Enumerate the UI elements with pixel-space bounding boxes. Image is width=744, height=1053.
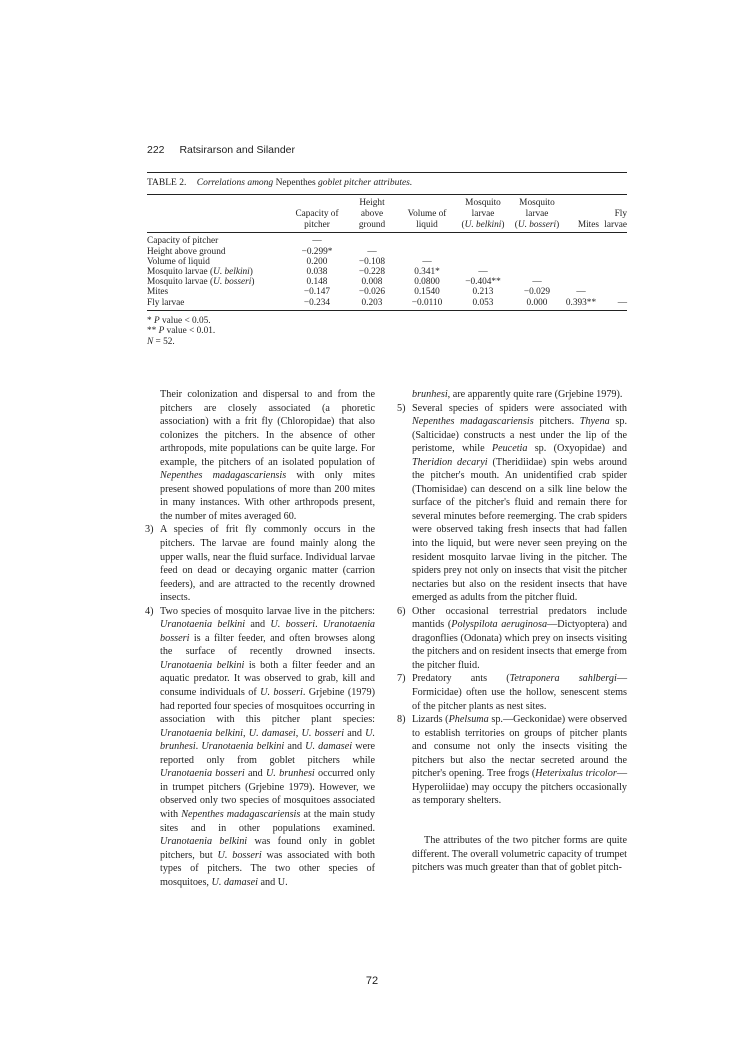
- table-cell: −0.026: [358, 287, 386, 298]
- column-header: [455, 195, 511, 233]
- table-cell: 0.008: [361, 277, 383, 288]
- table-cell: [599, 257, 627, 267]
- table-title-pre: Correlations among: [196, 178, 276, 188]
- table-note: ** P value < 0.01.: [147, 326, 216, 337]
- header-authors: Ratsirarson and Silander: [179, 144, 296, 156]
- row-label: Mosquito larvae (U. belkini): [147, 267, 253, 277]
- numbered-item: [397, 713, 627, 808]
- column-header-line: liquid: [416, 219, 438, 230]
- table-cell: −0.404**: [465, 277, 501, 288]
- table-cell: [599, 233, 627, 247]
- column-header: [563, 195, 599, 233]
- table-cell: 0.000: [526, 297, 548, 308]
- paragraph: Their colonization and dispersal to and from the pitchers are closely associated (a phoretic association) with a frit fly (Chloropidae) that also colonizes the pitchers. In the absence of other arthropods, mite populations can be quite large. For example, the pitchers of an isolated population of Nepenthes madagascariensis with only mites present showed populations of more than 200 mites in many instances. With other arthropods present, the number of mites averaged 60.: [160, 389, 375, 522]
- correlation-table-block: [147, 172, 627, 347]
- table-cell: —: [367, 246, 377, 257]
- table-title: [197, 178, 413, 188]
- table-row: [147, 257, 627, 267]
- table-cell: 0.393**: [565, 297, 597, 308]
- table-cell: [511, 267, 563, 277]
- row-label: Mosquito larvae (U. bosseri): [147, 277, 255, 288]
- table-title-post: goblet pitcher attributes.: [315, 178, 413, 188]
- correlation-table: [147, 195, 627, 311]
- item-number: 7): [397, 673, 406, 685]
- table-header-row: [147, 195, 627, 233]
- numbered-item: [397, 402, 628, 605]
- folio: 72: [365, 975, 379, 987]
- item-number: 6): [397, 605, 406, 617]
- right-column: [397, 388, 628, 875]
- column-header: [289, 195, 345, 233]
- column-header-line: (U. belkini): [461, 219, 505, 230]
- numbered-item: [145, 523, 375, 604]
- column-header-line: Volume of: [407, 208, 447, 219]
- table-cell: [399, 233, 455, 247]
- table-cell: 0.148: [306, 277, 328, 288]
- numbered-item: [397, 672, 627, 713]
- row-label: Fly larvae: [147, 297, 185, 308]
- column-header-line: [289, 198, 345, 209]
- column-header-line: pitcher: [304, 219, 330, 230]
- table-cell: 0.038: [306, 267, 328, 277]
- column-header-line: [599, 198, 627, 209]
- row-label: Height above ground: [147, 246, 226, 257]
- table-label: TABLE 2.: [147, 178, 187, 188]
- item-number: 4): [145, 605, 154, 617]
- column-header: [511, 195, 563, 233]
- item-text: Lizards (Phelsuma sp.—Geckonidae) were observed to establish territories on groups of pitcher plants and consume not only the insects visiting the pitchers but also the nectar secreted around the pitcher's opening. Tree frogs (Heterixalus tricolor—Hyperoliidae) may occupy the pitchers occasionally as temporary shelters.: [412, 714, 627, 807]
- table-cell: 0.1540: [414, 287, 440, 298]
- table-caption: [147, 173, 627, 194]
- column-header: [599, 195, 627, 233]
- table-cell: 0.213: [472, 287, 494, 298]
- column-header-line: ground: [358, 219, 386, 230]
- table-note: * P value < 0.05.: [147, 315, 211, 326]
- table-cell: −0.029: [523, 287, 551, 298]
- left-column: [145, 388, 376, 889]
- column-header-line: (U. bosseri): [514, 219, 560, 230]
- table-cell: [563, 267, 599, 277]
- table-cell: [511, 257, 563, 267]
- table-cell: [563, 257, 599, 267]
- table-title-genus: Nepenthes: [275, 178, 316, 188]
- table-row: [147, 247, 627, 257]
- table-cell: [599, 267, 627, 277]
- column-header-line: Mites: [577, 219, 599, 230]
- table-cell: [399, 247, 455, 257]
- table-cell: [563, 277, 599, 287]
- row-label: Volume of liquid: [147, 256, 210, 267]
- column-header-line: Mosquito: [465, 198, 501, 208]
- table-cell: [599, 277, 627, 287]
- table-cell: −0.147: [303, 287, 331, 298]
- table-cell: −0.299*: [301, 246, 333, 257]
- table-row: [147, 287, 627, 297]
- table-cell: [599, 287, 627, 297]
- item-number: 8): [397, 714, 406, 726]
- item-text: A species of frit fly commonly occurs in the pitchers. The larvae are found mainly along the upper walls, near the fluid surface. Individual larvae feed on dead or decaying organic matter (carrion feeders), and are attracted to the recently drowned insects.: [160, 524, 375, 604]
- table-cell: [455, 233, 511, 247]
- table-cell: —: [478, 267, 488, 277]
- item-text: Other occasional terrestrial predators include mantids (Polyspilota aeruginosa—Dictyoptera) and dragonflies (Odonata) which prey on insects visiting the pitchers and on resident insects that emerge from the pitcher fluid.: [412, 605, 628, 671]
- column-header-line: [563, 209, 599, 220]
- table-cell: [455, 247, 511, 257]
- paragraph-gap: [412, 808, 627, 834]
- paragraph: The attributes of the two pitcher forms are quite different. The overall volumetric capacity of trumpet pitchers was much greater than that of goblet pitch-: [412, 834, 627, 874]
- running-header: [147, 144, 295, 156]
- table-cell: [511, 233, 563, 247]
- numbered-item: [397, 605, 628, 673]
- table-cell: —: [576, 287, 586, 298]
- row-label: Capacity of pitcher: [147, 236, 219, 247]
- item-number: 5): [397, 402, 406, 414]
- table-cell: 0.200: [306, 256, 328, 267]
- paragraph: brunhesi, are apparently quite rare (Grjebine 1979).: [412, 389, 623, 400]
- column-header: [399, 195, 455, 233]
- table-cell: [599, 247, 627, 257]
- table-cell: [563, 247, 599, 257]
- item-number: 3): [145, 524, 154, 536]
- table-cell: —: [617, 297, 627, 308]
- table-cell: 0.203: [361, 297, 383, 308]
- table-cell: —: [532, 277, 542, 288]
- table-row: [147, 277, 627, 287]
- table-cell: [455, 257, 511, 267]
- table-header-blank: [147, 195, 289, 233]
- table-cell: −0.228: [358, 267, 386, 277]
- table-cell: —: [312, 236, 322, 247]
- column-header: [345, 195, 399, 233]
- header-page-number: 222: [147, 144, 165, 156]
- column-header-line: Capacity of: [295, 208, 339, 219]
- table-cell: 0.0800: [414, 277, 440, 288]
- table-note: N = 52.: [147, 336, 175, 347]
- table-cell: [345, 233, 399, 247]
- table-cell: −0.234: [303, 297, 331, 308]
- table-row: [147, 267, 627, 277]
- table-cell: [511, 247, 563, 257]
- column-header-line: larvae: [525, 208, 549, 219]
- table-row: [147, 233, 627, 247]
- row-label: Mites: [147, 287, 169, 298]
- table-cell: —: [422, 256, 432, 267]
- column-header-line: [563, 198, 599, 209]
- item-text: Several species of spiders were associated with Nepenthes madagascariensis pitchers. Thyena sp. (Salticidae) constructs a nest under the lip of the peristome, while Peucetia sp. (Oxyopidae) and Theridion decaryi (Theridiidae) spin webs around the pitcher's mouth. An unidentified crab spider (Thomisidae) can descend on a silk line below the surface of the pitcher's fluid and remain there for several minutes before reemerging. The crab spiders were observed taking fresh insects that had fallen into the liquid, but were never seen preying on the resident mosquito larvae living in the pitcher. The spiders prey not only on insects that visit the pitcher nectaries but also on the resident insects that have emerged as adults from the pitcher fluid.: [412, 402, 628, 604]
- column-header-line: Mosquito: [519, 198, 555, 208]
- column-header-line: above: [360, 208, 384, 219]
- table-cell: −0.108: [358, 256, 386, 267]
- table-row: [147, 298, 627, 311]
- numbered-item: [145, 605, 376, 889]
- table-cell: [563, 233, 599, 247]
- column-header-line: larvae: [604, 219, 627, 230]
- item-text: Two species of mosquito larvae live in the pitchers: Uranotaenia belkini and U. bosseri. Uranotaenia bosseri is a filter feeder, and often browses along the surface of recently drowned insects. Uranotaenia belkini is both a filter feeder and an aquatic predator. It was observed to grab, kill and consume individuals of U. bosseri. Grjebine (1979) had reported four species of mosquitoes occurring in association with this pitcher plant species: Uranotaenia belkini, U. damasei, U. bosseri and U. brunhesi. Uranotaenia belkini and U. damasei were reported only from goblet pitchers while Uranotaenia bosseri and U. brunhesi occurred only in trumpet pitchers (Grjebine 1979). However, we observed only two species of mosquitoes associated with Nepenthes madagascariensis at the main study sites and in other populations examined. Uranotaenia belkini was found only in goblet pitchers, but U. bosseri was associated with both types of pitchers. The two other species of mosquitoes, U. damasei and U.: [160, 605, 376, 888]
- column-header-line: [399, 198, 455, 209]
- table-cell: 0.341*: [414, 267, 440, 277]
- column-header-line: larvae: [471, 208, 495, 219]
- table-cell: −0.0110: [411, 297, 443, 308]
- table-cell: 0.053: [472, 297, 494, 308]
- item-text: Predatory ants (Tetraponera sahlbergi—Formicidae) often use the hollow, senescent stems of the pitcher plants as nest sites.: [412, 673, 627, 712]
- column-header-line: Fly: [614, 208, 627, 219]
- table-notes: [147, 316, 627, 347]
- column-header-line: Height: [359, 198, 385, 208]
